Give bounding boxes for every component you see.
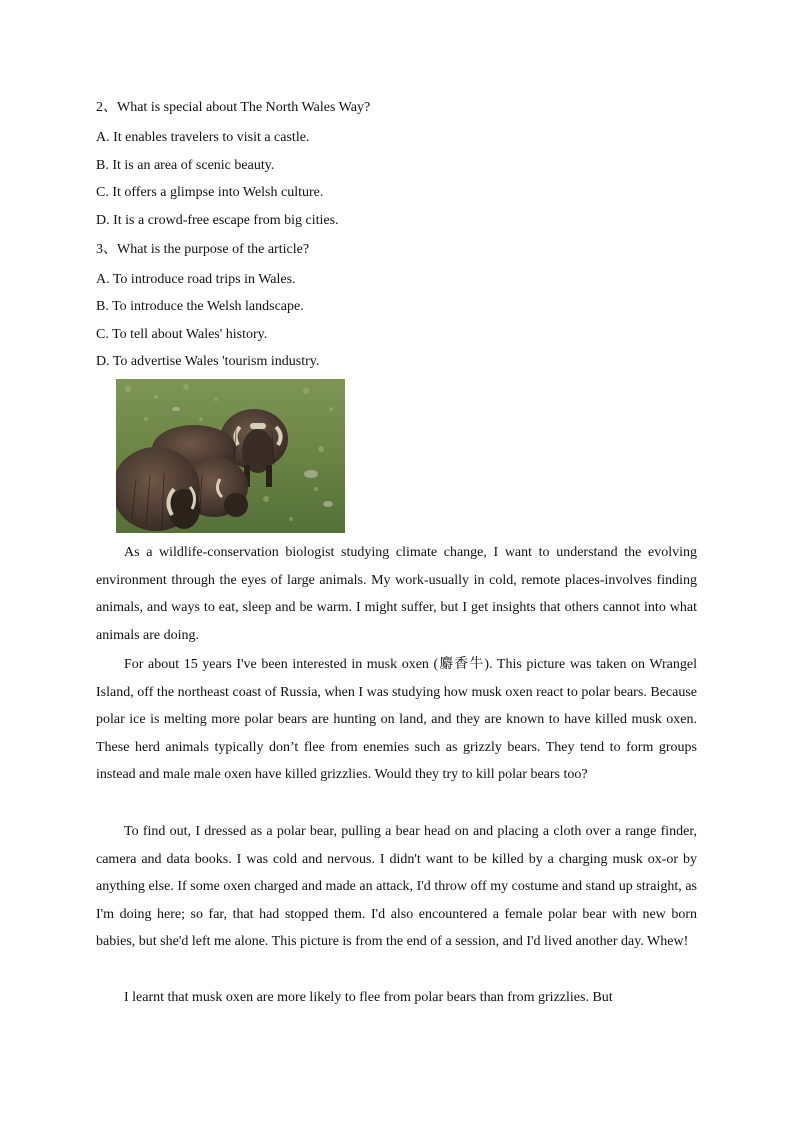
passage-paragraph-1: As a wildlife-conservation biologist studying climate change, I want to understand the evolving environment through the eyes of large animals. My work-usually in cold, remote places-involves finding animals, and ways to eat, sleep and be warm. I might suffer, but I get insights that others cannot into what animals are doing.	[96, 545, 697, 643]
question-2-option-b: B. It is an area of scenic beauty.	[96, 158, 275, 173]
question-3-option-b: B. To introduce the Welsh landscape.	[96, 299, 304, 314]
question-3-stem: 3、What is the purpose of the article?	[96, 242, 310, 257]
question-2-option-a: A. It enables travelers to visit a castle.	[96, 130, 310, 145]
question-2-option-d: D. It is a crowd-free escape from big cities.	[96, 213, 339, 228]
passage-paragraph-3: To find out, I dressed as a polar bear, pulling a bear head on and placing a cloth over a range finder, camera and data books. I was cold and nervous. I didn't want to be killed by a charging musk ox-or by anything else. If some oxen charged and made an attack, I'd throw off my costume and stand up straight, as I'm doing here; so far, that had stopped them. I'd also encountered a female polar bear with new born babies, but she'd left me alone. This picture is from the end of a session, and I'd lived another day. Whew!	[96, 824, 697, 949]
passage-paragraph-2: For about 15 years I've been interested in musk oxen (麝香牛). This picture was taken on Wrangel Island, off the northeast coast of Russia, when I was studying how musk oxen react to polar bears. Because polar ice is melting more polar bears are hunting on land, and they are known to have killed musk oxen. These herd animals typically don’t flee from enemies such as grizzly bears. They tend to form groups instead and male male oxen have killed grizzlies. Would they try to kill polar bears too?	[96, 657, 697, 782]
question-2-option-c: C. It offers a glimpse into Welsh culture.	[96, 185, 324, 200]
musk-oxen-illustration	[116, 379, 345, 533]
question-3-option-c: C. To tell about Wales' history.	[96, 327, 268, 342]
question-2-stem: 2、What is special about The North Wales Way?	[96, 100, 371, 115]
musk-oxen-photo	[116, 379, 345, 533]
question-3-option-a: A. To introduce road trips in Wales.	[96, 272, 296, 287]
question-3-option-d: D. To advertise Wales 'tourism industry.	[96, 354, 320, 369]
passage-paragraph-4: I learnt that musk oxen are more likely to flee from polar bears than from grizzlies. But	[124, 990, 613, 1005]
